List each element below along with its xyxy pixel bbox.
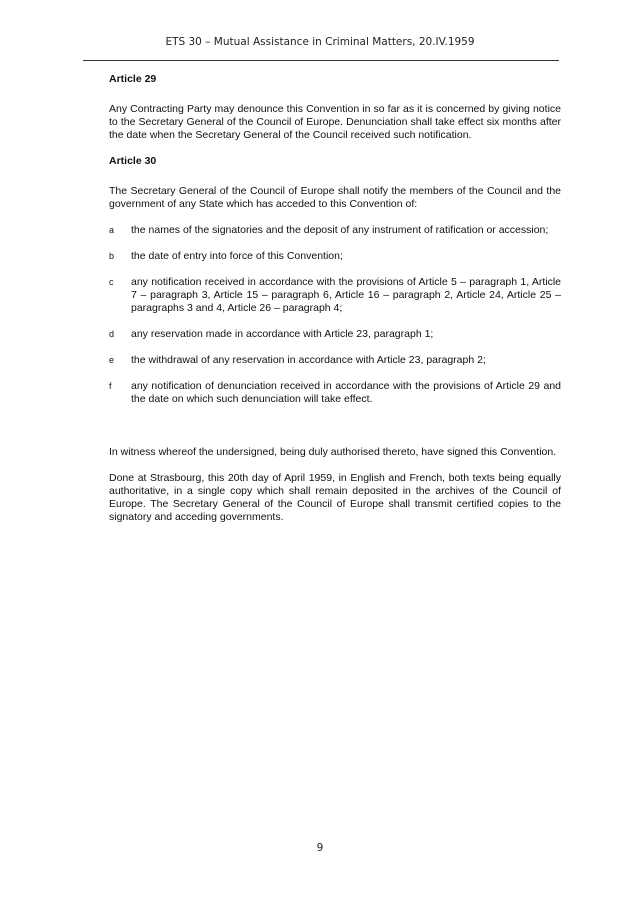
list-letter: c <box>109 277 114 287</box>
article-29-text: Any Contracting Party may denounce this Convention in so far as it is concerned by giving notice to the Secretary General of the Council of Europe. Denunciation shall take effect six months after the date when the Secretary General of the Council received such notification. <box>109 103 561 141</box>
list-item <box>109 328 561 341</box>
header-rule <box>83 60 559 61</box>
list-item <box>109 354 561 367</box>
running-header: ETS 30 – Mutual Assistance in Criminal Matters, 20.IV.1959 <box>165 36 475 48</box>
list-item <box>109 380 561 406</box>
article-30-intro: The Secretary General of the Council of Europe shall notify the members of the Council and the government of any State which has acceded to this Convention of: <box>109 185 561 210</box>
list-letter: e <box>109 355 115 365</box>
article-29-heading: Article 29 <box>109 73 157 85</box>
list-item-text: the date of entry into force of this Convention; <box>131 250 343 262</box>
article-30-heading: Article 30 <box>109 155 157 167</box>
list-item-text: any notification received in accordance with the provisions of Article 5 – paragraph 1, Article 7 – paragraph 3, Article 15 – paragraph 6, Article 16 – paragraph 2, Article 24, Article 25 – paragraphs 3 and 4, Article 26 – paragraph 4; <box>131 276 561 314</box>
list-letter: f <box>109 381 112 391</box>
list-item-text: any reservation made in accordance with Article 23, paragraph 1; <box>131 328 434 340</box>
document-body <box>109 73 561 537</box>
page-number: 9 <box>316 842 324 854</box>
done-at-clause: Done at Strasbourg, this 20th day of April 1959, in English and French, both texts being equally authoritative, in a single copy which shall remain deposited in the archives of the Council of Europe. The Secretary General of the Council of Europe shall transmit certified copies to the signatory and acceding governments. <box>109 472 561 523</box>
list-letter: d <box>109 329 115 339</box>
list-item <box>109 224 561 237</box>
section-spacer <box>109 419 561 446</box>
list-item-text: any notification of denunciation received in accordance with the provisions of Article 29 and the date on which such denunciation will take effect. <box>131 380 561 405</box>
list-letter: a <box>109 225 115 235</box>
witness-clause: In witness whereof the undersigned, being duly authorised thereto, have signed this Convention. <box>109 446 557 458</box>
list-letter: b <box>109 251 115 261</box>
list-item <box>109 276 561 315</box>
list-item-text: the names of the signatories and the deposit of any instrument of ratification or accession; <box>131 224 549 236</box>
list-item-text: the withdrawal of any reservation in accordance with Article 23, paragraph 2; <box>131 354 486 366</box>
list-item <box>109 250 561 263</box>
